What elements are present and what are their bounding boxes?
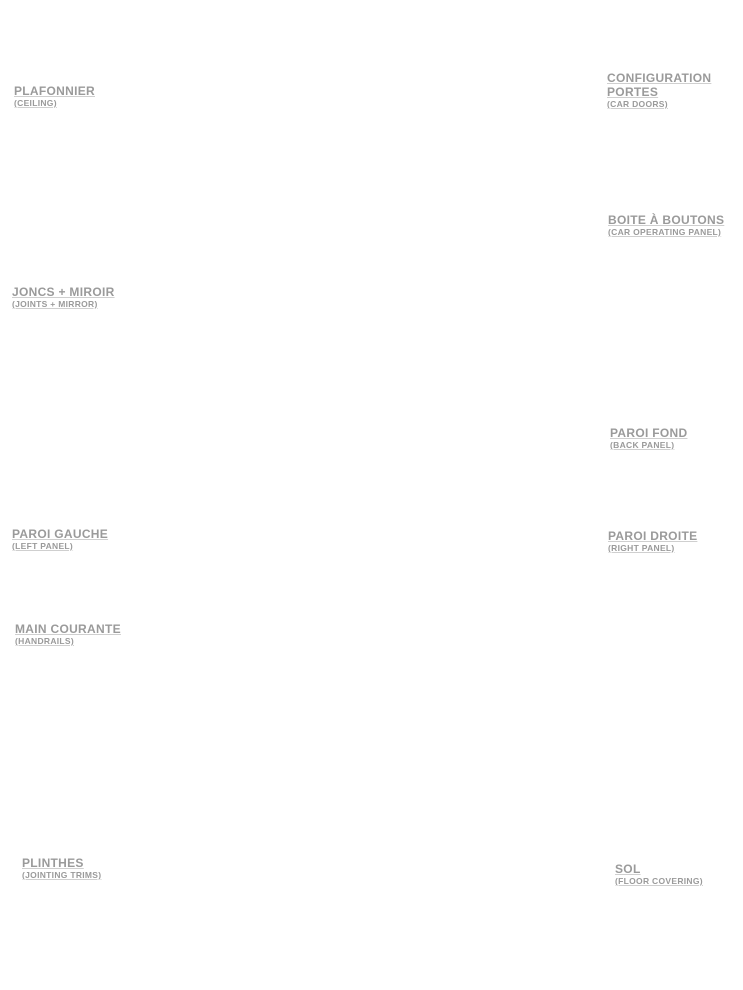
handrails-link[interactable] xyxy=(15,622,121,646)
jointing-trims-label: PLINTHES xyxy=(22,856,84,870)
floor-covering-sublabel: (FLOOR COVERING) xyxy=(615,876,703,886)
ceiling-label: PLAFONNIER xyxy=(14,84,95,98)
left-panel-label: PAROI GAUCHE xyxy=(12,527,109,541)
floor-covering-label: SOL xyxy=(615,862,641,876)
joints-mirror-sublabel: (JOINTS + MIRROR) xyxy=(12,299,98,309)
car-doors-label: CONFIGURATION xyxy=(607,71,712,85)
operating-panel-label: BOITE À BOUTONS xyxy=(608,213,725,227)
car-doors-label-line2: PORTES xyxy=(607,85,659,99)
joints-mirror-link[interactable] xyxy=(12,285,115,309)
ceiling-sublabel: (CEILING) xyxy=(14,98,57,108)
joints-mirror-label: JONCS + MIROIR xyxy=(12,285,115,299)
right-panel-label: PAROI DROITE xyxy=(608,529,698,543)
handrails-label: MAIN COURANTE xyxy=(15,622,121,636)
left-panel-sublabel: (LEFT PANEL) xyxy=(12,541,74,551)
jointing-trims-sublabel: (JOINTING TRIMS) xyxy=(22,870,102,880)
back-panel-link[interactable] xyxy=(610,426,687,450)
car-doors-link[interactable] xyxy=(607,71,711,109)
floor-covering-link[interactable] xyxy=(615,862,703,886)
right-panel-link[interactable] xyxy=(608,529,697,553)
jointing-trims-link[interactable] xyxy=(22,856,101,880)
back-panel-sublabel: (BACK PANEL) xyxy=(610,440,675,450)
ceiling-link[interactable] xyxy=(14,84,95,108)
operating-panel-sublabel: (CAR OPERATING PANEL) xyxy=(608,227,722,237)
right-panel-sublabel: (RIGHT PANEL) xyxy=(608,543,675,553)
car-doors-sublabel: (CAR DOORS) xyxy=(607,99,668,109)
left-panel-link[interactable] xyxy=(12,527,108,551)
handrails-sublabel: (HANDRAILS) xyxy=(15,636,75,646)
back-panel-label: PAROI FOND xyxy=(610,426,688,440)
operating-panel-link[interactable] xyxy=(608,213,724,237)
